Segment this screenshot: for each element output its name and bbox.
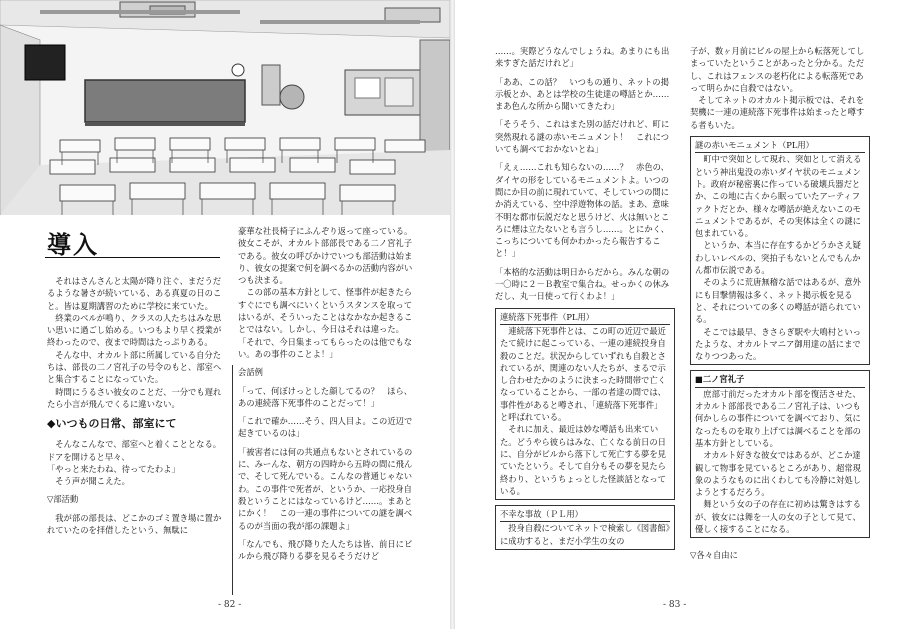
subheading: ▽部活動 [47,494,79,505]
page-number: - 83 - [663,600,687,610]
dialogue: 「これで確か……そう、四人目よ。この近辺で起きているのは」 [238,416,413,439]
box-title: ■二ノ宮礼子 [695,373,865,387]
page-number: - 82 - [218,600,242,610]
paragraph: というか、本当に存在するかどうかさえ疑わしいレベルの、突拍子もないとんでもんかん都市伝説である。 [695,240,861,276]
paragraph: それに加え、最近は妙な噂話も出来ていた。どうやら彼らはみな、亡くなる前日の日に、自分がビルから落下して死亡する夢を見ていたという。そして自分もその夢を見たら終わり、というちょっとした怪談話となっている。 [500,424,666,496]
paragraph: 終業のベルが鳴り、クラスの人たちはみな思い思いに過ごし始める。いつもより早く授業が終わったので、夜まで時間はたっぷりある。 [47,312,222,348]
paragraph: 庶部寸前だったオカルト部を復活させた、オカルト部部長である二ノ宮礼子は、いつも何かしらの事件についてを調べており、気になったものを取り上げては調べることを部の基本方針としている。 [695,388,861,448]
box-title: 連続落下死事件（PL用） [500,311,670,325]
paragraph: 時間にうるさい彼女のことだ、一分でも遅れたら小言が飛んでくるに違いない。 [47,386,222,409]
dialogue: 「やっと来たわね、待ってたわよ」 [47,463,180,474]
dialogue: ……。実際どうなんでしょうね。あまりにも出来すぎた話だけれど」 [495,46,670,69]
paragraph: 我が部の部長は、どこかのゴミ置き場に置かれていたのを拝借したという、無駄に [47,512,222,536]
dialogue: 「被害者には何の共通点もないとされているのに、みーんな、朝方の四時から五時の間に飛んで、そして死んでいる。こんなの普通じゃないわ。この事件で死者が、というか、一応投身自殺ということにはなっているけど……。まあとにかく！ この一連の事件についての謎を調べるのが当面の我が部の課題よ」 [238,446,413,531]
dialogue: 「そうそう、これはまた別の話だけれど、町に突然現れる謎の赤いモニュメント！ これについても調べておかないとね」 [495,119,670,155]
paragraph: 町中で突如として現れ、突如として消えるという神出鬼没の赤いダイヤ状のモニュメント。政府が秘密裏に作っている破壊兵器だとか、この地に古くから眠っていたアーティファクトだとか、様々な噂話が絶えないこのモニュメントであるが、その実体は全くの謎に包まれている。 [695,154,862,239]
paragraph: そしてネットのオカルト掲示板では、それを契機に一連の連続落下死事件は始まったと噂する者もいた。 [690,95,865,130]
info-box-accident [495,505,675,550]
left-column-1 [47,275,222,593]
paragraph: それはさんさんと太陽が降り注ぐ、まだうだるような暑さが続いている、ある真夏の日のこと。皆は夏期講習のために学校に来ていた。 [47,276,222,311]
page-title: 導入 [47,230,99,259]
dialogue: 「本格的な活動は明日からだから。みんな朝の一〇時に２－Ｂ教室で集合ね。せっかくの休みだし、丸一日使って行くわよ！」 [495,266,670,302]
right-page [455,0,900,629]
info-box-reiko [690,370,870,538]
dialogue: 「って、何ぼけっとした顔してるの？ ほら、あの連続落下死事件のことだって！」 [238,385,413,408]
info-box-serial-falls [495,308,675,500]
sidebar-rule [232,365,233,595]
paragraph: 舞という女の子の存在に初めは驚きはするが、彼女には舞を一人の女の子として見て、優しく接することになる。 [695,499,861,534]
paragraph: そのように荒唐無稽な話ではあるが、意外にも目撃情報は多く、ネット掲示板を見ると、それについての多くの噂話が語られている。 [695,277,861,325]
subheading: ▽各々自由に [690,550,738,561]
dialogue: 「ああ、この話？ いつもの通り、ネットの掲示板とか、あとは学校の生徒達の噂話とか……まあ色んな所から聞いてきたわ」 [495,76,670,112]
dialogue: 「えぇ……これも知らないの……？ 赤色の、ダイヤの形をしているモニュメントよ。いつの間にか目の前に現れていて、そしていつの間にか消えている、空中浮遊物体の話。まあ、意味不明な都市伝説だなと思うけど、火は無いところに煙は立たないとも言うし……。とにかく、こっちについても何かわかったら報告すること！」 [495,162,670,259]
right-column-1 [495,45,675,593]
info-box-red-monument [690,136,870,365]
paragraph: そんなこんなで、部室へと着くこととなる。ドアを開けると早々、 [47,439,222,462]
paragraph: そこでは最早、きさらぎ駅や大鳴村といったような、オカルトマニア御用達の話にまでなりつつあった。 [695,326,861,362]
paragraph: そう声が聞こえた。 [55,476,130,487]
subheading: 会話例 [238,367,263,378]
classroom-illustration [0,0,450,215]
paragraph: 投身自殺についてネットで検索し《図書館》に成功すると、まだ小学生の女の [500,523,670,546]
paragraph: 連続落下死事件とは、この町の近辺で最近たて続けに起こっている、一連の連続投身自殺のことだ。状況からしていずれも自殺とされているが、関連のない人たちが、まるで示し合わせたかのように決まった時間帯で亡くなっていることから、一部の者達の間では、事件性があると噂され、「連続落下死事件」と呼ばれている。 [500,325,666,423]
right-column-2 [690,45,870,593]
paragraph: 豪華な社長椅子にふんぞり返って座っている。彼女こそが、オカルト部部長である二ノ宮礼子である。彼女の呼びかけでいつも部活動は始まり、彼女の提案で何を調べるかの活動内容がいつも決まる。 [238,226,413,286]
paragraph: そんな中、オカルト部に所属している自分たちは、部長の二ノ宮礼子の号令のもと、部室へと集合することになっていた。 [47,349,222,385]
box-title: 謎の赤いモニュメント（PL用） [695,139,865,153]
paragraph: この部の基本方針として、怪事件が起きたらすぐにでも調べにいくというスタンスを取ってはいるが、そういったことはなかなか起きることではない。しかし、今日はそれは違った。 [238,287,413,335]
section-heading: ◆いつもの日常、部室にて [47,417,177,431]
paragraph: 子が、数ヶ月前にビルの屋上から転落死してしまっていたということがあったと分かる。ただし、これはフェンスの老朽化による転落死であって明らかに自殺ではない。 [690,46,865,93]
box-title: 不幸な事故（ＰＬ用） [500,508,670,522]
dialogue: 「なんでも、飛び降りた人たちは皆、前日にビルから飛び降りる夢を見るそうだけど [238,538,413,562]
left-column-2 [238,225,418,593]
paragraph: オカルト好きな彼女ではあるが、どこか達観して物事を見ているところがあり、超常現象のようなものに出くわしても冷静に対処しようとするだろう。 [695,450,861,498]
title-underline [45,257,220,258]
dialogue: 「それで、今日集まってもらったのは他でもない。あの事件のことよ！」 [238,336,413,359]
